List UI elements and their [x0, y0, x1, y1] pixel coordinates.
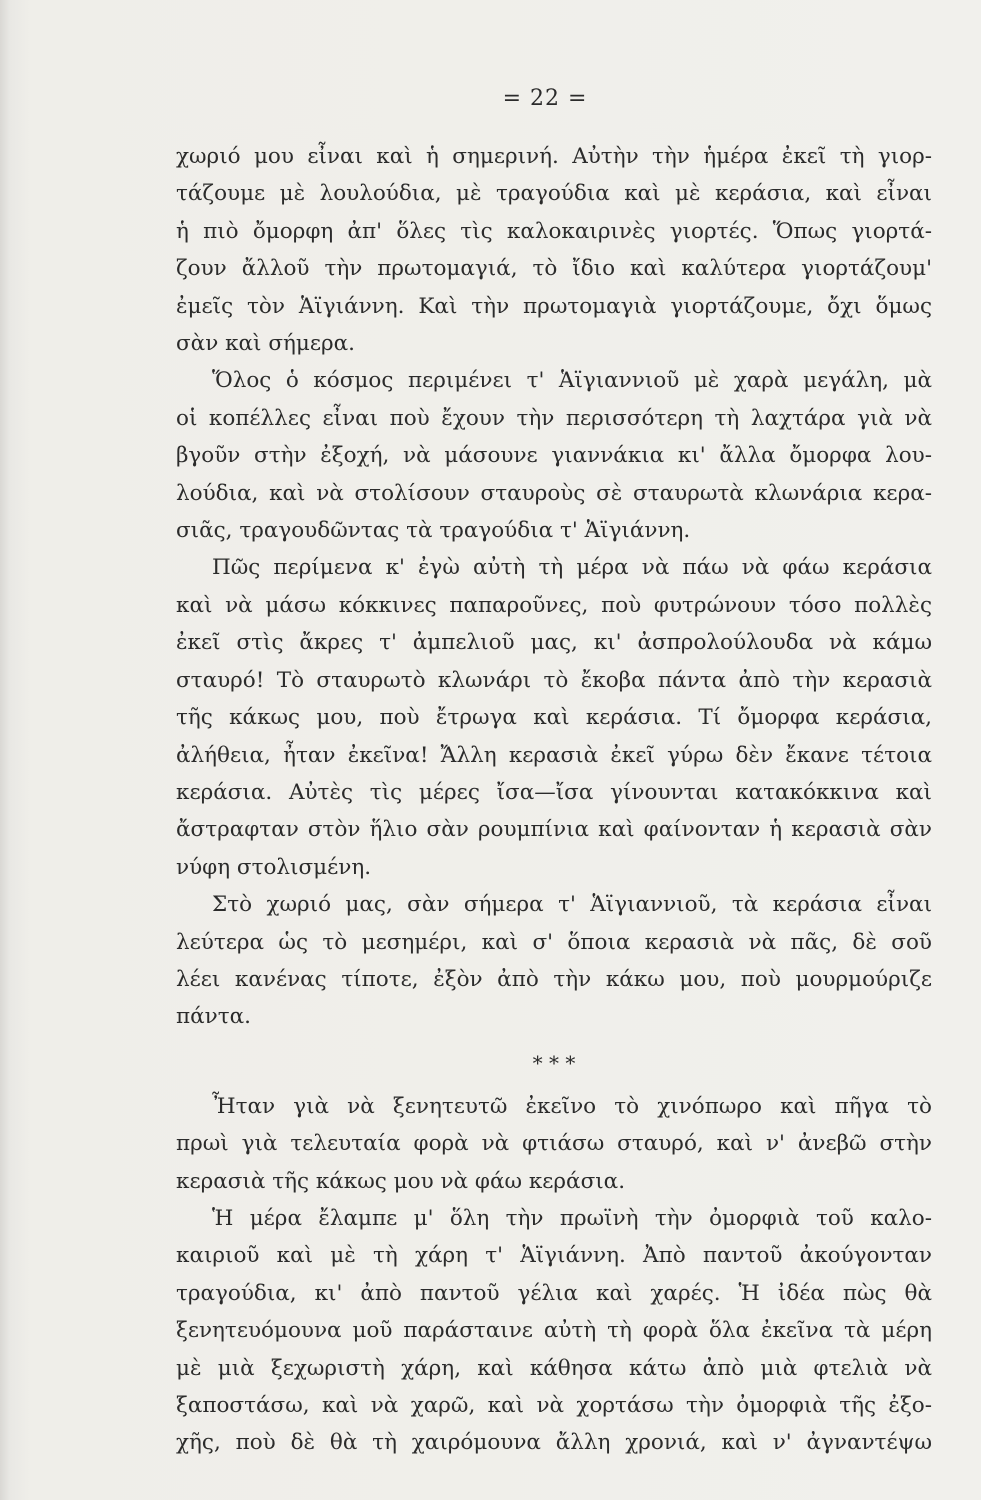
text-line: ἡ πιὸ ὄμορφη ἀπ' ὅλες τὶς καλοκαιρινὲς γιορτές. Ὅπως γιορτά-	[176, 218, 932, 244]
paragraph	[176, 1088, 932, 1200]
page-number: = 22 =	[502, 86, 588, 111]
text-line: κερασιὰ τῆς κάκως μου νὰ φάω κεράσια.	[176, 1168, 626, 1194]
text-line: Πῶς περίμενα κ' ἐγὼ αὐτὴ τὴ μέρα νὰ πάω νὰ φάω κεράσια	[212, 555, 932, 581]
text-line: καιριοῦ καὶ μὲ τὴ χάρη τ' Ἁϊγιάννη. Ἀπὸ παντοῦ ἀκούγονταν	[176, 1243, 932, 1269]
paragraph	[176, 549, 932, 886]
text-line: Στὸ χωριό μας, σὰν σήμερα τ' Ἁϊγιαννιοῦ, τὰ κεράσια εἶναι	[212, 892, 932, 918]
text-line: ἐμεῖς τὸν Ἁϊγιάννη. Καὶ τὴν πρωτομαγιὰ γιορτάζουμε, ὄχι ὅμως	[176, 293, 932, 319]
text-line: Ὅλος ὁ κόσμος περιμένει τ' Ἁϊγιαννιοῦ μὲ χαρὰ μεγάλη, μὰ	[212, 368, 932, 394]
text-line: πρωὶ γιὰ τελευταία φορὰ νὰ φτιάσω σταυρό, καὶ ν' ἀνεβῶ στὴν	[176, 1131, 932, 1157]
text-line: ἐκεῖ στὶς ἄκρες τ' ἀμπελιοῦ μας, κι' ἀσπρολούλουδα νὰ κάμω	[176, 630, 932, 656]
text-line: λέει κανένας τίποτε, ἐξὸν ἀπὸ τὴν κάκω μου, ποὺ μουρμούριζε	[176, 966, 932, 992]
text-line: ἄστραφταν στὸν ἥλιο σὰν ρουμπίνια καὶ φαίνονταν ἡ κερασιὰ σὰν	[176, 817, 932, 843]
text-line: τῆς κάκως μου, ποὺ ἔτρωγα καὶ κεράσια. Τί ὄμορφα κεράσια,	[176, 705, 932, 731]
text-line: τάζουμε μὲ λουλούδια, μὲ τραγούδια καὶ μὲ κεράσια, καὶ εἶναι	[176, 181, 932, 207]
text-line: λεύτερα ὡς τὸ μεσημέρι, καὶ σ' ὅποια κερασιὰ νὰ πᾶς, δὲ σοῦ	[176, 929, 932, 955]
text-line: Ἡ μέρα ἔλαμπε μ' ὅλη τὴν πρωϊνὴ τὴν ὀμορφιὰ τοῦ καλο-	[212, 1205, 932, 1231]
text-line: καὶ νὰ μάσω κόκκινες παπαροῦνες, ποὺ φυτρώνουν τόσο πολλὲς	[176, 592, 932, 618]
text-line: νύφη στολισμένη.	[176, 854, 372, 880]
paragraph	[176, 1200, 932, 1462]
body-text	[176, 138, 932, 1462]
text-block-before-separator	[176, 138, 932, 1036]
text-line: ξενητευόμουνα μοῦ παράσταινε αὐτὴ τὴ φορὰ ὅλα ἐκεῖνα τὰ μέρη	[176, 1318, 932, 1344]
text-line: σὰν καὶ σήμερα.	[176, 331, 355, 357]
text-line: τραγούδια, κι' ἀπὸ παντοῦ γέλια καὶ χαρές. Ἡ ἰδέα πὼς θὰ	[176, 1280, 932, 1306]
section-separator: * * *	[532, 1050, 576, 1075]
text-line: χωριό μου εἶναι καὶ ἡ σημερινή. Αὐτὴν τὴν ἡμέρα ἐκεῖ τὴ γιορ-	[176, 144, 932, 169]
text-line: χῆς, ποὺ δὲ θὰ τὴ χαιρόμουνα ἄλλη χρονιά, καὶ ν' ἀγναντέψω	[176, 1430, 932, 1456]
text-line: ἀλήθεια, ἦταν ἐκεῖνα! Ἄλλη κερασιὰ ἐκεῖ γύρω δὲν ἔκανε τέτοια	[176, 742, 932, 768]
text-line: λούδια, καὶ νὰ στολίσουν σταυροὺς σὲ σταυρωτὰ κλωνάρια κερα-	[176, 480, 932, 506]
text-line: σιᾶς, τραγουδῶντας τὰ τραγούδια τ' Ἁϊγιάννη.	[176, 518, 691, 544]
text-line: μὲ μιὰ ξεχωριστὴ χάρη, καὶ κάθησα κάτω ἀπὸ μιὰ φτελιὰ νὰ	[176, 1355, 932, 1381]
paragraph	[176, 362, 932, 549]
text-block-after-separator	[176, 1088, 932, 1462]
text-line: κεράσια. Αὐτὲς τὶς μέρες ἴσα—ἴσα γίνουνται κατακόκκινα καὶ	[176, 779, 932, 805]
text-line: οἱ κοπέλλες εἶναι ποὺ ἔχουν τὴν περισσότερη τὴ λαχτάρα γιὰ νὰ	[176, 405, 932, 431]
text-line: ξαποστάσω, καὶ νὰ χαρῶ, καὶ νὰ χορτάσω τὴν ὀμορφιὰ τῆς ἐξο-	[176, 1393, 932, 1418]
text-line: Ἦταν γιὰ νὰ ξενητευτῶ ἐκεῖνο τὸ χινόπωρο καὶ πῆγα τὸ	[212, 1093, 932, 1119]
paragraph	[176, 886, 932, 1036]
paragraph	[176, 138, 932, 362]
text-line: ζουν ἄλλοῦ τὴν πρωτομαγιά, τὸ ἴδιο καὶ καλύτερα γιορτάζουμ'	[176, 256, 932, 282]
text-line: σταυρό! Τὸ σταυρωτὸ κλωνάρι τὸ ἔκοβα πάντα ἀπὸ τὴν κερασιὰ	[176, 667, 932, 693]
text-line: πάντα.	[176, 1004, 251, 1030]
text-line: βγοῦν στὴν ἐξοχή, νὰ μάσουνε γιαννάκια κι' ἄλλα ὄμορφα λου-	[176, 443, 932, 469]
